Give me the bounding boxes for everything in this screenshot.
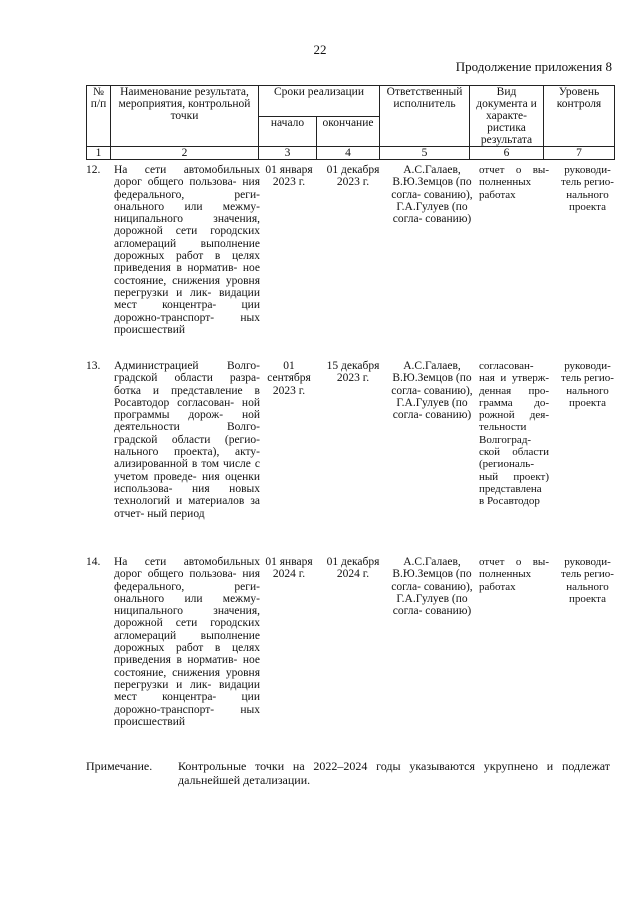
row-end-date: 15 декабря 2023 г. [326, 360, 380, 385]
column-number: 2 [111, 147, 259, 160]
row-executor: А.С.Галаев, В.Ю.Земцов (по согла- сованию), Г.А.Гулуев (по согла- сованию) [391, 164, 473, 226]
column-number: 1 [87, 147, 111, 160]
row-end-date: 01 декабря 2024 г. [326, 556, 380, 581]
row-control-level: руководи- тель регио- нального проекта [561, 360, 614, 409]
header-number: № п/п [87, 86, 111, 147]
note-text: Контрольные точки на 2022–2024 годы указываются укрупнено и подлежат дальнейшей детализации. [178, 759, 610, 787]
row-start-date: 01 января 2024 г. [265, 556, 313, 581]
row-document: отчет о вы- полненных работах [479, 164, 549, 201]
row-executor: А.С.Галаев, В.Ю.Земцов (по согла- сованию), Г.А.Гулуев (по согла- сованию) [391, 556, 473, 618]
row-control-level: руководи- тель регио- нального проекта [561, 556, 614, 605]
column-number: 3 [259, 147, 317, 160]
row-document: отчет о вы- полненных работах [479, 556, 549, 593]
row-start-date: 01 сентября 2023 г. [267, 360, 311, 397]
row-control-level: руководи- тель регио- нального проекта [561, 164, 614, 213]
row-name: На сети автомобильных дорог общего пользова- ния федерального, реги- онального или межму- ниципального значения, дорожной сети городских агломераций выполнение дорожных работ в целях приведения в норматив- ное состояние, снижения уровня перегрузки и лик- видации мест концентра- ции дорожно-транспорт- ных происшествий [114, 164, 260, 336]
row-start-date: 01 января 2023 г. [265, 164, 313, 189]
plan-table-header [86, 85, 615, 160]
column-number: 6 [470, 147, 544, 160]
row-number: 13. [86, 360, 101, 372]
row-executor: А.С.Галаев, В.Ю.Земцов (по согла- сованию), Г.А.Гулуев (по согла- сованию) [391, 360, 473, 422]
header-terms: Сроки реализации [259, 86, 380, 117]
header-name: Наименование результата, мероприятия, контрольной точки [111, 86, 259, 147]
header-control: Уровень контроля [544, 86, 615, 147]
row-document: согласован- ная и утверж- денная про- грамма до- рожной дея- тельности Волгоград- ской области (региональ- ный проект) представлена в Росавтодор [479, 360, 549, 508]
header-start: начало [259, 116, 317, 147]
note-label: Примечание. [86, 759, 153, 773]
row-name: На сети автомобильных дорог общего пользова- ния федерального, реги- онального или межму- ниципального значения, дорожной сети городских агломераций выполнение дорожных работ в целях приведения в норматив- ное состояние, снижения уровня перегрузки и лик- видации мест концентра- ции дорожно-транспорт- ных происшествий [114, 556, 260, 728]
appendix-continuation-label: Продолжение приложения 8 [455, 59, 612, 74]
row-number: 14. [86, 556, 101, 568]
row-name: Администрацией Волго- градской области разра- ботка и представление в Росавтодор согласован- ной программы дорож- ной деятельности Волго- градской области (регио- нального проекта), акту- ализированной в том числе с учетом проведе- ния оценки использова- ния новых технологий и материалов за отчет- ный период [114, 360, 260, 520]
header-end: окончание [317, 116, 380, 147]
header-executor: Ответственный исполнитель [380, 86, 470, 147]
column-number: 7 [544, 147, 615, 160]
row-number: 12. [86, 164, 101, 176]
page-number: 22 [313, 42, 327, 57]
column-number: 4 [317, 147, 380, 160]
row-end-date: 01 декабря 2023 г. [326, 164, 380, 189]
column-number: 5 [380, 147, 470, 160]
header-document: Вид документа и характе- ристика результата [470, 86, 544, 147]
